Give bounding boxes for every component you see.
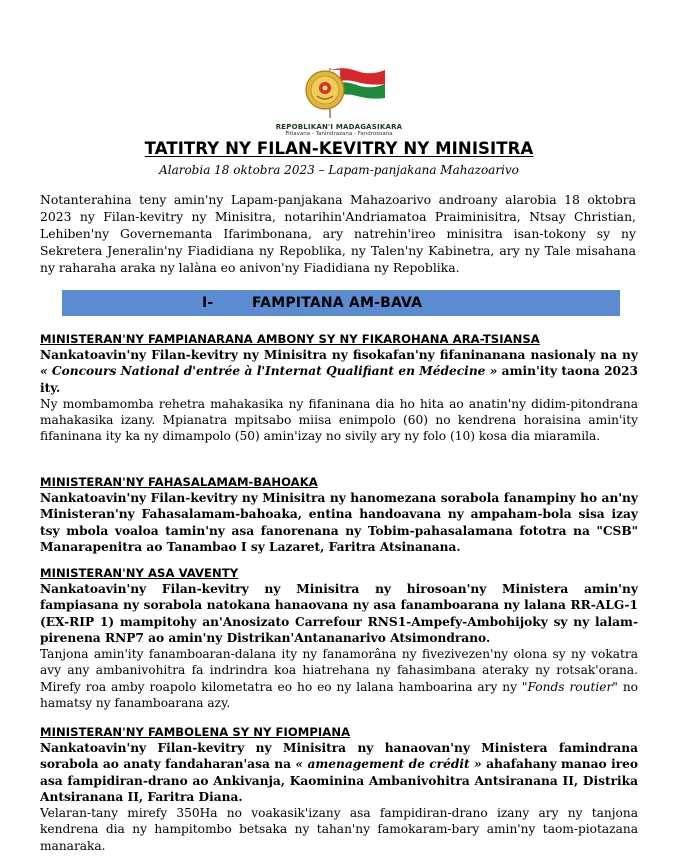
- ministry-details: Ny mombamomba rehetra mahakasika ny fifaninana dia ho hita ao anatin'ny didim-pitondrana mahakasika izany. Mpianatra mpitsabo miisa enimpolo (60) no kendrena horaisina amin'ity fifaninana ity ka ny dimampolo (50) amin'izay no sivily ary ny folo (10) kosa dia miaramila.: [40, 396, 638, 444]
- intro-paragraph: Notanterahina teny amin'ny Lapam-panjakana Mahazoarivo androany alarobia 18 oktobra 2023 ny Filan-kevitry ny Minisitra, notarihin'Andriamatoa Praiminisitra, Ntsay Christian, Lehiben'ny Governemanta Ifarimbonana, ary natrehin'ireo minisitra isan-tokony sy ny Sekretera Jeneralin'ny Fiadidiana ny Repoblika, ny Talen'ny Kabinetra, ary ny Tale misahana ny raharaha araka ny lalàna eo anivon'ny Fiadidiana ny Repoblika.: [40, 192, 636, 275]
- ministry-block-higher-education: [40, 331, 638, 445]
- ministry-details: Velaran-tany mirefy 350Ha no voakasik'izany asa fampidiran-drano izany ary ny tanjona kendrena dia ny hampitombo betsaka ny tahan'ny famokaram-bary amin'ny taom-piotazana manaraka.: [40, 806, 638, 853]
- republic-name: REPOBLIKAN'I MADAGASIKARA: [275, 123, 403, 131]
- ministry-heading: MINISTERAN'NY FAMBOLENA SY NY FIOMPIANA: [40, 725, 351, 739]
- credit-term: « amenagement de crédit »: [295, 757, 482, 772]
- page-title: TATITRY NY FILAN-KEVITRY NY MINISITRA: [144, 139, 534, 158]
- republic-logo: [0, 62, 678, 138]
- concours-name: « Concours National d'entrée à l'Internat Qualifiant en Médecine »: [40, 364, 498, 379]
- page-subtitle: Alarobia 18 oktobra 2023 – Lapam-panjakana Mahazoarivo: [159, 163, 519, 177]
- ministry-block-public-health: [40, 474, 638, 555]
- republic-motto: Fitiavana - Tanindrazana - Fandrosoana: [285, 131, 393, 137]
- ministry-block-public-works: [40, 565, 638, 711]
- ministry-decision: Nankatoavin'ny Filan-kevitry ny Minisitra ny hanomezana sorabola fanampiny ho an'ny Ministeran'ny Fahasalamam-bahoaka, entina handoavana ny ampaham-bola sisa izay tsy mbola voaloa tamin'ny asa fanorenana ny Tobim-pahasalamana fototra na "CSB" Manarapenitra ao Tanambao I sy Lazaret, Faritra Atsinanana.: [40, 491, 638, 554]
- fonds-routier: "Fonds routier": [521, 679, 618, 694]
- section-number: I-: [202, 295, 214, 311]
- section-header-bar: [62, 290, 620, 316]
- section-title: FAMPITANA AM-BAVA: [252, 295, 423, 311]
- ministry-heading: MINISTERAN'NY FAHASALAMAM-BAHOAKA: [40, 475, 318, 489]
- ministry-decision: Nankatoavin'ny Filan-kevitry ny Minisitra ny fisokafan'ny fifaninanana nasionaly na ny « Concours National d'entrée à l'Internat Qualifiant en Médecine » amin'ity taona 2023 ity.: [40, 348, 639, 395]
- ministry-details: Tanjona amin'ity fanamboaran-dalana ity ny fanamorâna ny fivezivezen'ny olona sy ny vokatra avy any ambanivohitra fa indrindra koa hiatrehana ny fahasimbana ateraky ny rotsak'orana. Mirefy roa amby roapolo kilometatra eo ho eo ny lalana hamboarina ary ny "Fonds routier" no hamatsy ny fanamboarana azy.: [40, 647, 639, 711]
- ministry-block-agriculture: [40, 724, 638, 854]
- ministry-decision: Nankatoavin'ny Filan-kevitry ny Minisitra ny hirosoan'ny Ministera amin'ny fampiasana ny sorabola natokana hanaovana ny asa fanamboarana ny lalana RR-ALG-1 (EX-RIP 1) mampitohy an'Anosizato Carrefour RNS1-Ampefy-Ambohijoky sy ny lalam-pirenena RNP7 ao amin'ny Distrikan'Antananarivo Atsimondrano.: [40, 582, 638, 645]
- ministry-decision: Nankatoavin'ny Filan-kevitry ny Minisitra ny hanaovan'ny Ministera famindrana sorabola ao anaty fandaharan'asa na « amenagement de crédit » ahafahany manao ireo asa fampidiran-drano ao Ankivanja, Kaominina Ambanivohitra Antsiranana II, Distrika Antsiranana II, Faritra Diana.: [40, 741, 639, 804]
- ministry-heading: MINISTERAN'NY FAMPIANARANA AMBONY SY NY FIKAROHANA ARA-TSIANSA: [40, 332, 540, 346]
- ministry-heading: MINISTERAN'NY ASA VAVENTY: [40, 566, 239, 580]
- madagascar-emblem-icon: [289, 62, 389, 120]
